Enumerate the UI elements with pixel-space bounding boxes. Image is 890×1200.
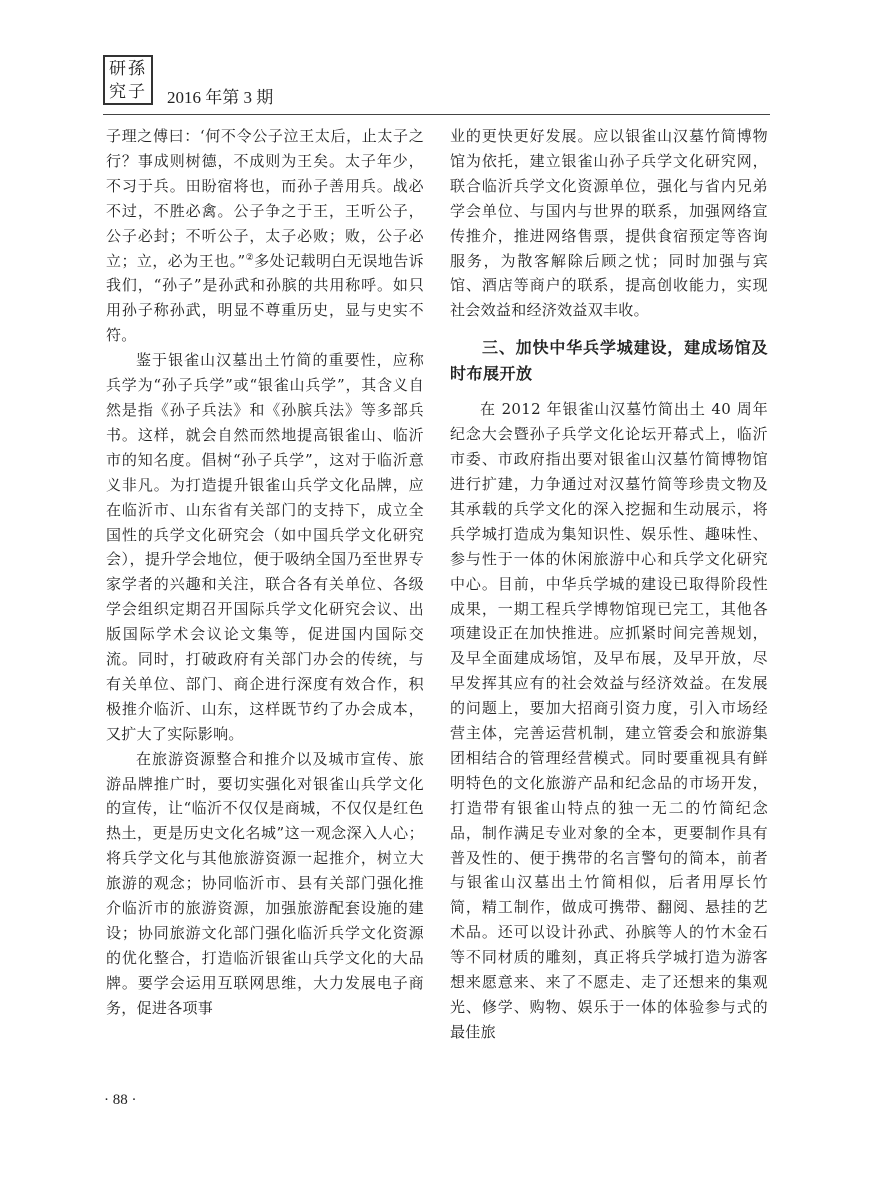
left-paragraph-1 (106, 124, 424, 348)
section-heading: 三、加快中华兵学城建设，建成场馆及时布展开放 (450, 338, 768, 384)
logo-line-2: 究子 (109, 82, 147, 102)
right-paragraph-1: 业的更快更好发展。应以银雀山汉墓竹简博物馆为依托，建立银雀山孙子兵学文化研究网，联合临沂兵学文化资源单位，强化与省内兄弟学会单位、与国内与世界的联系，加强网络宣传推介，推进网络售票，提供食宿预定等咨询服务，为散客解除后顾之忧；同时加强与宾馆、酒店等商户的联系，提高创收能力，实现社会效益和经济效益双丰收。 (450, 127, 768, 320)
left-column (106, 124, 424, 1021)
header-rule (103, 114, 770, 115)
left-p1-tail: 多处记载明白无误地告诉我们，“孙子”是孙武和孙膑的共用称呼。如只用孙子称孙武，明显不尊重历史，显与史实不符。 (106, 251, 424, 345)
logo-line-1: 研孫 (109, 59, 147, 79)
issue-label: 2016 年第 3 期 (167, 88, 274, 107)
page-number: · 88 · (104, 1092, 137, 1108)
right-paragraph-2: 在 2012 年银雀山汉墓竹简出土 40 周年纪念大会暨孙子兵学文化论坛开幕式上，临沂市委、市政府指出要对银雀山汉墓竹简博物馆进行扩建，力争通过对汉墓竹简等珍贵文物及其承载的兵学文化的深入挖掘和生动展示，将兵学城打造成为集知识性、娱乐性、趣味性、参与性于一体的休闲旅游中心和兵学文化研究中心。目前，中华兵学城的建设已取得阶段性成果，一期工程兵学博物馆现已完工，其他各项建设正在加快推进。应抓紧时间完善规划，及早全面建成场馆，及早布展，及早开放，尽早发挥其应有的社会效益与经济效益。在发展的问题上，要加大招商引资力度，引入市场经营主体，完善运营机制，建立管委会和旅游集团相结合的管理经营模式。同时要重视具有鲜明特色的文化旅游产品和纪念品的市场开发，打造带有银雀山特点的独一无二的竹简纪念品，制作满足专业对象的全本，更要制作具有普及性的、便于携带的名言警句的简本，前者与银雀山汉墓出土竹简相似，后者用厚长竹简，精工制作，做成可携带、翻阅、悬挂的艺术品。还可以设计孙武、孙膑等人的竹木金石等不同材质的雕刻，真正将兵学城打造为游客想来愿意来、来了不愿走、走了还想来的集观光、修学、购物、娱乐于一体的体验参与式的最佳旅 (450, 400, 768, 1041)
left-paragraph-2: 鉴于银雀山汉墓出土竹简的重要性，应称兵学为“孙子兵学”或“银雀山兵学”，其含义自然是指《孙子兵法》和《孙膑兵法》等多部兵书。这样，就会自然而然地提高银雀山、临沂市的知名度。倡树“孙子兵学”，这对于临沂意义非凡。为打造提升银雀山兵学文化品牌，应在临沂市、山东省有关部门的支持下，成立全国性的兵学文化研究会（如中国兵学文化研究会），提升学会地位，便于吸纳全国乃至世界专家学者的兴趣和关注，联合各有关单位、各级学会组织定期召开国际兵学文化研究会议、出版国际学术会议论文集等，促进国内国际交流。同时，打破政府有关部门办会的传统，与有关单位、部门、商企进行深度有效合作，积极推介临沂、山东，这样既节约了办会成本，又扩大了实际影响。 (106, 351, 424, 743)
journal-logo (103, 55, 153, 105)
footnote-marker[interactable]: ② (245, 252, 255, 263)
left-paragraph-3: 在旅游资源整合和推介以及城市宣传、旅游品牌推广时，要切实强化对银雀山兵学文化的宣传，让“临沂不仅仅是商城，不仅仅是红色热土，更是历史文化名城”这一观念深入人心；将兵学文化与其他旅游资源一起推介，树立大旅游的观念；协同临沂市、县有关部门强化推介临沂市的旅游资源，加强旅游配套设施的建设；协同旅游文化部门强化临沂兵学文化资源的优化整合，打造临沂银雀山兵学文化的大品牌。要学会运用互联网思维，大力发展电子商务，促进各项事 (106, 749, 424, 1017)
page-header (103, 52, 770, 114)
right-column (450, 124, 768, 1045)
left-p1-quote: 子理之傅曰：‘何不令公子泣王太后，止太子之行？事成则树德，不成则为王矣。太子年少，不习于兵。田盼宿将也，而孙子善用兵。战必不过，不胜必禽。公子争之于王，王听公子，公子必封；不听公子，太子必败；败，公子必立；立，必为王也。” (106, 127, 424, 270)
